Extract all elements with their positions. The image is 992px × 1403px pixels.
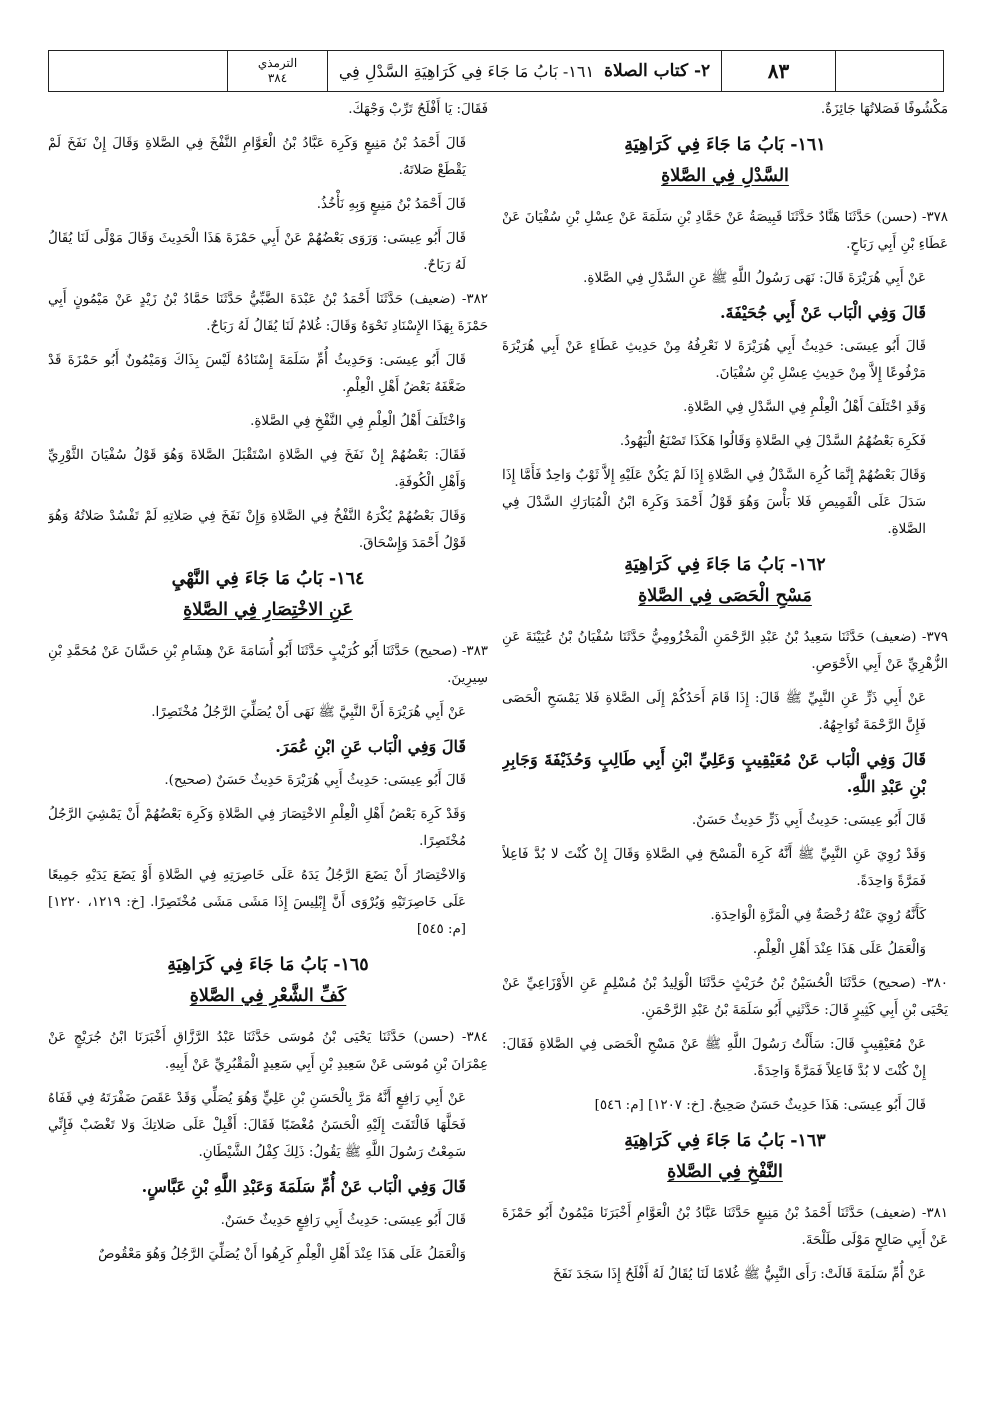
chapter-heading-164 [48,564,488,626]
hadith-381: ٣٨١- (ضعيف) حَدَّثَنَا أَحْمَدُ بْنُ مَنِيعٍ حَدَّثَنَا عَبَّادُ بْنُ الْعَوَّامِ أَخْبَرَنَا مَيْمُونٌ أَبُو حَمْزَةَ عَنْ أَبِي صَالِحٍ مَوْلَى طَلْحَةَ. [502,1206,948,1248]
chapter-heading-line: مَسْحِ الْحَصَى فِي الصَّلاةِ [638,586,812,606]
abu-isa-comment: قَالَ أَبُو عِيسَى: حَدِيثُ أَبِي رَافِعٍ حَدِيثٌ حَسَنٌ. [220,1213,466,1228]
paragraph: وَالْعَمَلُ عَلَى هَذَا عِنْدَ أَهْلِ الْعِلْمِ كَرِهُوا أَنْ يُصَلِّيَ الرَّجُلُ وَهُوَ مَعْقُوصٌ [98,1247,466,1262]
chapter-heading-162 [502,550,948,612]
header-title [327,51,721,91]
chapter-heading-line: النَّفْخِ فِي الصَّلاةِ [667,1162,783,1182]
paragraph: وَاخْتَلَفَ أَهْلُ الْعِلْمِ فِي النَّفْخِ فِي الصَّلاةِ. [250,414,466,429]
right-column [502,96,948,1386]
abu-isa-comment: قَالَ أَبُو عِيسَى: حَدِيثُ أَبِي هُرَيْرَةَ حَدِيثٌ حَسَنٌ (صحيح). [164,773,466,788]
collection-name: الترمذي [257,56,298,70]
paragraph: قَالَ أَحْمَدُ بْنُ مَنِيعٍ وَبِهِ نَأْخُذُ. [316,197,466,212]
collection-label [227,51,327,91]
abu-isa-comment: قَالَ أَبُو عِيسَى: وَحَدِيثُ أُمِّ سَلَمَةَ إِسْنَادُهُ لَيْسَ بِذَاكَ وَمَيْمُونٌ أَبُو حَمْزَةَ قَدْ ضَعَّفَهُ بَعْضُ أَهْلِ الْعِلْمِ. [48,353,466,395]
paragraph: وَقَالَ بَعْضُهُمْ إِنَّمَا كُرِهَ السَّدْلُ فِي الصَّلاةِ إِذَا لَمْ يَكُنْ عَلَيْهِ إِلاَّ ثَوْبٌ وَاحِدٌ فَأَمَّا إِذَا سَدَلَ عَلَى الْقَمِيصِ فَلا بَأْسَ وَهُوَ قَوْلُ أَحْمَدَ وَكَرِهَ ابْنُ الْمُبَارَكِ السَّدْلَ فِي الصَّلاةِ. [502,468,926,537]
paragraph: مَكْشُوفًا فَصَلاتُهَا جَائِزَةٌ. [820,102,948,117]
wafil-bab: قَالَ وَفِي الْبَاب عَنِ ابْنِ عُمَرَ. [275,737,466,756]
paragraph: فَكَرِهَ بَعْضُهُمُ السَّدْلَ فِي الصَّلاةِ وَقَالُوا هَكَذَا تَصْنَعُ الْيَهُودُ. [619,434,926,449]
paragraph: فَقَالَ: يَا أَفْلَحُ تَرِّبْ وَجْهَكَ. [348,102,488,117]
left-column [48,96,488,1386]
paragraph: وَقَدْ كَرِهَ بَعْضُ أَهْلِ الْعِلْمِ الاخْتِصَارَ فِي الصَّلاةِ وَكَرِهَ بَعْضُهُمْ أَنْ يَمْشِيَ الرَّجُلُ مُخْتَصِرًا. [48,807,466,849]
chapter-title: ١٦١- بَابُ مَا جَاءَ فِي كَرَاهِيَةِ السَّدْلِ فِي [338,61,595,81]
hadith-text: عَنْ أَبِي رَافِعٍ أَنَّهُ مَرَّ بِالْحَسَنِ بْنِ عَلِيٍّ وَهُوَ يُصَلِّي وَقَدْ عَقَصَ ضَفْرَتَهُ فِي قَفَاهُ فَحَلَّهَا فَالْتَفَتَ إِلَيْهِ الْحَسَنُ مُغْضَبًا فَقَالَ: أَقْبِلْ عَلَى صَلاتِكَ وَلا تَغْضَبْ فَإِنِّي سَمِعْتُ رَسُولَ اللَّهِ ﷺ يَقُولُ: ذَلِكَ كِفْلُ الشَّيْطَانِ. [48,1091,466,1160]
wafil-bab: قَالَ وَفِي الْبَاب عَنْ مُعَيْقِيبٍ وَعَلِيِّ ابْنِ أَبِي طَالِبٍ وَحُذَيْفَةَ وَجَابِرِ بْنِ عَبْدِ اللَّهِ. [502,750,926,796]
chapter-heading-line: ١٦٣- بَابُ مَا جَاءَ فِي كَرَاهِيَةِ [624,1131,826,1151]
running-header [48,50,944,92]
book-title: ٢- كتاب الصلاة [604,61,711,81]
chapter-heading-line: كَفِّ الشَّعْرِ فِي الصَّلاةِ [189,986,347,1006]
paragraph: كَأَنَّهُ رُوِيَ عَنْهُ رُخْصَةٌ فِي الْمَرَّةِ الْوَاحِدَةِ. [710,908,926,923]
chapter-heading-line: ١٦١- بَابُ مَا جَاءَ فِي كَرَاهِيَةِ [624,135,826,155]
abu-isa-comment: قَالَ أَبُو عِيسَى: وَرَوَى بَعْضُهُمْ عَنْ أَبِي حَمْزَةَ هَذَا الْحَدِيثَ وَقَالَ مَوْلًى لَنَا يُقَالُ لَهُ رَبَاحٌ. [48,231,466,273]
hadith-379: ٣٧٩- (ضعيف) حَدَّثَنَا سَعِيدُ بْنُ عَبْدِ الرَّحْمَنِ الْمَخْزُومِيُّ حَدَّثَنَا سُفْيَانُ بْنُ عُيَيْنَةَ عَنِ الزُّهْرِيِّ عَنْ أَبِي الأَحْوَصِ. [502,630,948,672]
wafil-bab: قَالَ وَفِي الْبَاب عَنْ أُمِّ سَلَمَةَ وَعَبْدِ اللَّهِ بْنِ عَبَّاسٍ. [141,1177,466,1196]
hadith-384: ٣٨٤- (حسن) حَدَّثَنَا يَحْيَى بْنُ مُوسَى حَدَّثَنَا عَبْدُ الرَّزَّاقِ أَخْبَرَنَا ابْنُ جُرَيْجٍ عَنْ عِمْرَانَ بْنِ مُوسَى عَنْ سَعِيدِ بْنِ أَبِي سَعِيدٍ الْمَقْبُرِيِّ عَنْ أَبِيهِ. [48,1030,488,1072]
hadith-text: عَنْ أُمِّ سَلَمَةَ قَالَتْ: رَأَى النَّبِيُّ ﷺ غُلامًا لَنَا يُقَالُ لَهُ أَفْلَحُ إِذَا سَجَدَ نَفَخَ [552,1267,926,1282]
chapter-heading-line: عَنِ الاخْتِصَارِ فِي الصَّلاةِ [183,600,353,620]
paragraph: وَالاخْتِصَارُ أَنْ يَضَعَ الرَّجُلُ يَدَهُ عَلَى خَاصِرَتِهِ فِي الصَّلاةِ أَوْ يَضَعَ يَدَيْهِ جَمِيعًا عَلَى خَاصِرَتَيْهِ وَيُرْوَى أَنَّ إِبْلِيسَ إِذَا مَشَى مَشَى مُخْتَصِرًا. [خ: ١٢١٩، ١٢٢٠] [م: ٥٤٥] [48,868,466,937]
chapter-heading-line: ١٦٥- بَابُ مَا جَاءَ فِي كَرَاهِيَةِ [167,955,369,975]
chapter-heading-line: ١٦٤- بَابُ مَا جَاءَ فِي النَّهْيِ [171,569,365,589]
hadith-text: عَنْ مُعَيْقِيبٍ قَالَ: سَأَلْتُ رَسُولَ اللَّهِ ﷺ عَنْ مَسْحِ الْحَصَى فِي الصَّلاةِ فَقَالَ: إِنْ كُنْتَ لا بُدَّ فَاعِلاً فَمَرَّةً وَاحِدَةً. [502,1037,926,1079]
paragraph: وَقَدِ اخْتَلَفَ أَهْلُ الْعِلْمِ فِي السَّدْلِ فِي الصَّلاةِ. [683,400,926,415]
chapter-heading-line: ١٦٢- بَابُ مَا جَاءَ فِي كَرَاهِيَةِ [624,555,826,575]
collection-number: ٣٨٤ [267,71,288,85]
paragraph: قَالَ أَحْمَدُ بْنُ مَنِيعٍ وَكَرِهَ عَبَّادُ بْنُ الْعَوَّامِ النَّفْخَ فِي الصَّلاةِ وَقَالَ إِنْ نَفَخَ لَمْ يَقْطَعْ صَلاتَهُ. [48,136,466,178]
paragraph: فَقَالَ: بَعْضُهُمْ إِنْ نَفَخَ فِي الصَّلاةِ اسْتَقْبَلَ الصَّلاةَ وَهُوَ قَوْلُ سُفْيَانَ الثَّوْرِيِّ وَأَهْلِ الْكُوفَةِ. [48,448,466,490]
paragraph: وَالْعَمَلُ عَلَى هَذَا عِنْدَ أَهْلِ الْعِلْمِ. [752,942,926,957]
chapter-heading-163 [502,1126,948,1188]
chapter-heading-line: السَّدْلِ فِي الصَّلاةِ [661,166,789,186]
chapter-heading-165 [48,950,488,1012]
hadith-382: ٣٨٢- (ضعيف) حَدَّثَنَا أَحْمَدُ بْنُ عَبْدَةَ الضَّبِّيُّ حَدَّثَنَا حَمَّادُ بْنُ زَيْدٍ عَنْ مَيْمُونٍ أَبِي حَمْزَةَ بِهَذَا الإِسْنَادِ نَحْوَهُ وَقَالَ: غُلامٌ لَنَا يُقَالُ لَهُ رَبَاحٌ. [48,292,488,334]
paragraph: وَقَدْ رُوِيَ عَنِ النَّبِيِّ ﷺ أَنَّهُ كَرِهَ الْمَسْحَ فِي الصَّلاةِ وَقَالَ إِنْ كُنْتَ لا بُدَّ فَاعِلاً فَمَرَّةً وَاحِدَةً. [502,847,926,889]
hadith-378: ٣٧٨- (حسن) حَدَّثَنَا هَنَّادٌ حَدَّثَنَا قَبِيصَةُ عَنْ حَمَّادِ بْنِ سَلَمَةَ عَنْ عِسْلِ بْنِ سُفْيَانَ عَنْ عَطَاءِ بْنِ أَبِي رَبَاحٍ. [502,210,948,252]
abu-isa-comment: قَالَ أَبُو عِيسَى: حَدِيثُ أَبِي ذَرٍّ حَدِيثٌ حَسَنٌ. [691,813,926,828]
header-blank-left [49,51,227,91]
wafil-bab: قَالَ وَفِي الْبَاب عَنْ أَبِي جُحَيْفَةَ. [719,303,926,322]
header-blank-right [835,51,943,91]
paragraph: وَقَالَ بَعْضُهُمْ يُكْرَهُ النَّفْخُ فِي الصَّلاةِ وَإِنْ نَفَخَ فِي صَلاتِهِ لَمْ تَفْسُدْ صَلاتُهُ وَهُوَ قَوْلُ أَحْمَدَ وَإِسْحَاقَ. [48,509,466,551]
hadith-383: ٣٨٣- (صحيح) حَدَّثَنَا أَبُو كُرَيْبٍ حَدَّثَنَا أَبُو أُسَامَةَ عَنْ هِشَامِ بْنِ حَسَّانَ عَنْ مُحَمَّدِ بْنِ سِيرِينَ. [48,644,488,686]
hadith-text: عَنْ أَبِي هُرَيْرَةَ أَنَّ النَّبِيَّ ﷺ نَهَى أَنْ يُصَلِّيَ الرَّجُلُ مُخْتَصِرًا. [151,705,466,720]
hadith-text: عَنْ أَبِي هُرَيْرَةَ قَالَ: نَهَى رَسُولُ اللَّهِ ﷺ عَنِ السَّدْلِ فِي الصَّلاةِ. [583,271,926,286]
abu-isa-comment: قَالَ أَبُو عِيسَى: حَدِيثُ أَبِي هُرَيْرَةَ لا نَعْرِفُهُ مِنْ حَدِيثِ عَطَاءٍ عَنْ أَبِي هُرَيْرَةَ مَرْفُوعًا إِلاَّ مِنْ حَدِيثِ عِسْلِ بْنِ سُفْيَانَ. [502,339,926,381]
page-number: ٨٣ [721,51,835,91]
chapter-heading-161 [502,130,948,192]
hadith-text: عَنْ أَبِي ذَرٍّ عَنِ النَّبِيِّ ﷺ قَالَ: إِذَا قَامَ أَحَدُكُمْ إِلَى الصَّلاةِ فَلا يَمْسَحِ الْحَصَى فَإِنَّ الرَّحْمَةَ تُوَاجِهُهُ. [502,691,926,733]
abu-isa-comment: قَالَ أَبُو عِيسَى: هَذَا حَدِيثٌ حَسَنٌ صَحِيحٌ. [خ: ١٢٠٧] [م: ٥٤٦] [594,1098,926,1113]
hadith-380: ٣٨٠- (صحيح) حَدَّثَنَا الْحُسَيْنُ بْنُ حُرَيْثٍ حَدَّثَنَا الْوَلِيدُ بْنُ مُسْلِمٍ عَنِ الأَوْزَاعِيِّ عَنْ يَحْيَى بْنِ أَبِي كَثِيرٍ قَالَ: حَدَّثَنِي أَبُو سَلَمَةَ بْنُ عَبْدِ الرَّحْمَنِ. [502,976,948,1018]
